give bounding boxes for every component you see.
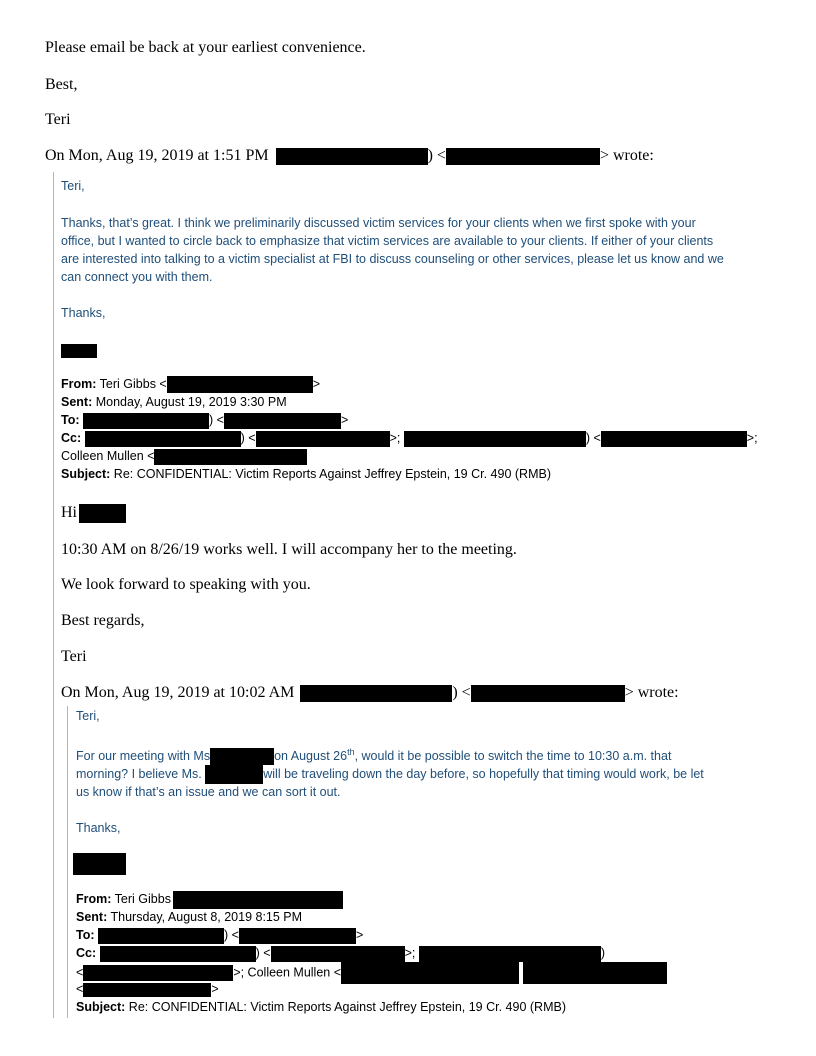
redaction-cc-name-2 — [404, 431, 586, 447]
header2-cc-line3: < > — [76, 982, 219, 996]
header1-subject: Subject: Re: CONFIDENTIAL: Victim Reports Against Jeffrey Epstein, 19 Cr. 490 (RMB) — [61, 467, 551, 481]
redaction-signature — [73, 853, 126, 875]
redaction-to-name — [83, 413, 209, 429]
redaction-client-name — [205, 765, 263, 784]
wrote-date: On Mon, Aug 19, 2019 at 1:51 PM — [45, 147, 269, 164]
quote1-body-line: can connect you with them. — [61, 270, 213, 284]
redaction-cc-name-4 — [523, 962, 667, 984]
header2-cc: Cc: ) < >; ) — [76, 946, 606, 960]
reply-greeting: Hi — [61, 503, 126, 523]
reply-paragraph: 10:30 AM on 8/26/19 works well. I will accompany her to the meeting. — [61, 541, 517, 558]
header1-cc: Cc: ) < >; ) < >; — [61, 431, 758, 445]
redaction-cc-email-1 — [256, 431, 390, 447]
quote2-body-line: morning? I believe Ms. will be traveling down the day before, so hopefully that timing would work, be let — [76, 765, 704, 784]
wrote-line-2: On Mon, Aug 19, 2019 at 10:02 AM ) < > wrote: — [61, 684, 679, 701]
quote1-body-line: are interested into talking to a victim specialist at FBI to discuss counseling or other services, please let us know and we — [61, 252, 724, 266]
wrote-date: On Mon, Aug 19, 2019 at 10:02 AM — [61, 684, 295, 701]
redaction-recipient-name — [79, 504, 126, 523]
header2-from: From: Teri Gibbs — [76, 890, 343, 909]
quote1-signature — [61, 342, 97, 360]
redaction-sender-email — [471, 685, 625, 702]
redaction-sender-name — [300, 685, 452, 702]
reply-paragraph: We look forward to speaking with you. — [61, 576, 311, 593]
quote1-body-line: office, but I wanted to circle back to emphasize that victim services are available to your clients. If either of your clients — [61, 234, 714, 248]
redaction-sender-name — [276, 148, 428, 165]
quote1-greeting: Teri, — [61, 179, 85, 193]
quote2-body-line: us know if that’s an issue and we can sort it out. — [76, 785, 341, 799]
redaction-cc-email-2 — [601, 431, 747, 447]
quote-bar-level-2 — [67, 706, 68, 1018]
reply-sign-off: Best regards, — [61, 612, 145, 629]
redaction-cc-name-1 — [100, 946, 256, 962]
header2-subject: Subject: Re: CONFIDENTIAL: Victim Reports Against Jeffrey Epstein, 19 Cr. 490 (RMB) — [76, 1000, 566, 1014]
reply-signature-name: Teri — [61, 648, 87, 665]
header2-to: To: ) < > — [76, 928, 364, 942]
quote2-thanks: Thanks, — [76, 821, 121, 835]
wrote-bracket: ) < — [427, 147, 446, 164]
header1-sent: Sent: Monday, August 19, 2019 3:30 PM — [61, 395, 287, 409]
quote1-thanks: Thanks, — [61, 306, 106, 320]
quote1-body-line: Thanks, that’s great. I think we preliminarily discussed victim services for your clients when we first spoke with your — [61, 216, 696, 230]
redaction-cc-email-3 — [341, 962, 519, 984]
header1-cc-line2: Colleen Mullen < — [61, 447, 307, 465]
redaction-cc-email-1 — [271, 946, 405, 962]
redaction-to-email — [239, 928, 356, 944]
closing-request: Please email be back at your earliest convenience. — [45, 39, 366, 56]
redaction-client-name — [210, 748, 274, 765]
redaction-cc-name-2 — [419, 946, 601, 962]
signature-name: Teri — [45, 111, 71, 128]
redaction-from-email — [167, 376, 313, 393]
quote2-body-line: For our meeting with Ms on August 26th, would it be possible to switch the time to 10:30 a.m. that — [76, 747, 671, 765]
header1-from: From: Teri Gibbs < > — [61, 375, 320, 393]
redaction-from-email — [173, 891, 343, 909]
redaction-to-name — [98, 928, 224, 944]
wrote-suffix: > wrote: — [599, 147, 654, 164]
wrote-line-1 — [45, 146, 654, 166]
redaction-cc-name-1 — [85, 431, 241, 447]
redaction-cc-email-2 — [83, 965, 233, 981]
quote2-greeting: Teri, — [76, 709, 100, 723]
header1-to: To: ) < > — [61, 413, 349, 427]
sign-off: Best, — [45, 76, 78, 93]
redaction-sender-email — [446, 148, 600, 165]
redaction-signature — [61, 344, 97, 358]
redaction-cc-email-4 — [83, 983, 211, 997]
redaction-to-email — [224, 413, 341, 429]
quote-bar-level-1 — [53, 172, 54, 1018]
header2-cc-line2: < >; Colleen Mullen < — [76, 962, 667, 984]
quote2-signature — [73, 853, 126, 875]
redaction-cc-email-3 — [154, 449, 307, 465]
header2-sent: Sent: Thursday, August 8, 2019 8:15 PM — [76, 910, 303, 924]
